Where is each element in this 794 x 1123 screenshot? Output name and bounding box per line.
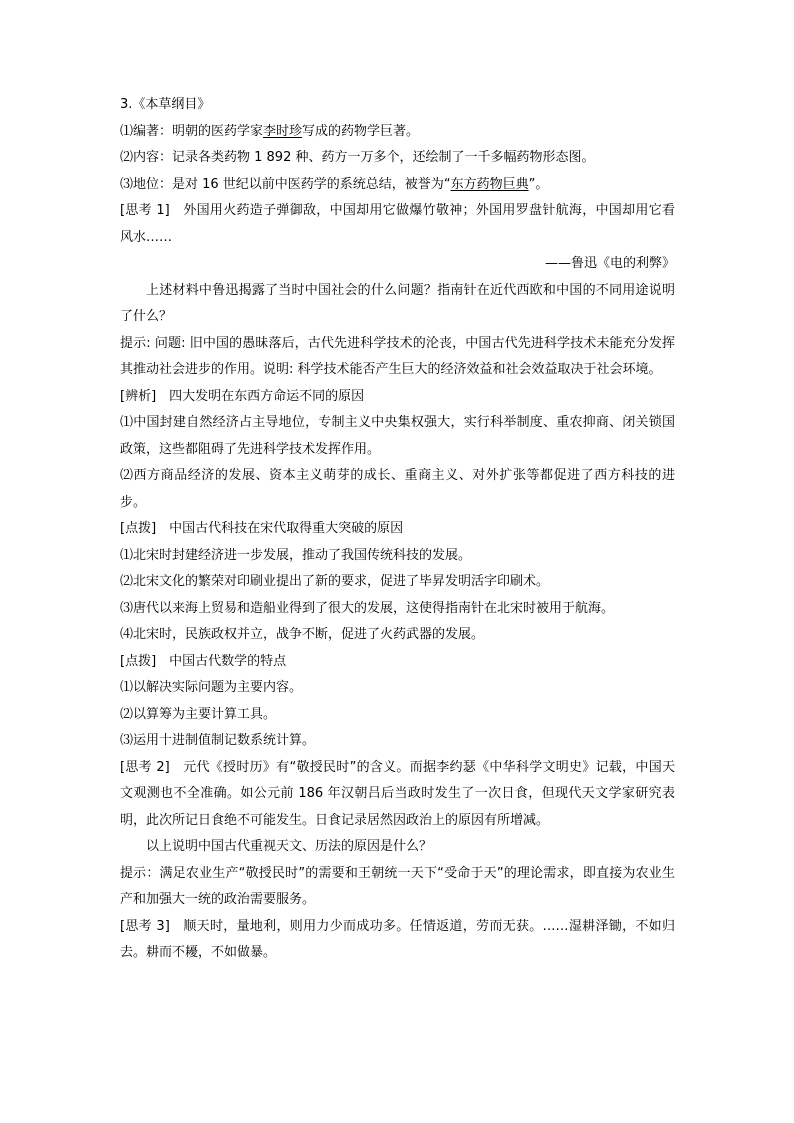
compiler-label: ⑴编著：明朝的医药学家 xyxy=(120,123,264,139)
paragraph-status xyxy=(120,172,675,199)
close-quote: ”。 xyxy=(528,176,549,192)
tip-song-point-4: ⑷北宋时，民族政权并立，战争不断，促进了火药武器的发展。 xyxy=(120,627,485,642)
paragraph-compiler xyxy=(120,119,675,146)
section-heading-bencao: 3.《本草纲目》 xyxy=(120,97,211,112)
tip-heading-song: [点拨] 中国古代科技在宋代取得重大突破的原因 xyxy=(120,521,404,536)
tip-math-point-3: ⑶运用十进制值制记数系统计算。 xyxy=(120,733,316,748)
tip-math-point-2: ⑵以算筹为主要计算工具。 xyxy=(120,706,277,722)
book-epithet: 东方药物巨典 xyxy=(450,176,529,192)
tip-song-point-3: ⑶唐代以来海上贸易和造船业得到了很大的发展，这使得指南针在北宋时被用于航海。 xyxy=(120,600,615,616)
author-name: 李时珍 xyxy=(263,123,303,139)
quote-attribution: ——鲁迅《电的利弊》 xyxy=(544,256,675,271)
tip-song-point-2: ⑵北宋文化的繁荣对印刷业提出了新的要求，促进了毕昇发明活字印刷术。 xyxy=(120,574,550,589)
document-page xyxy=(120,92,675,967)
tip-song-point-1: ⑴北宋时封建经济进一步发展，推动了我国传统科技的发展。 xyxy=(120,547,472,563)
thinking-1-hint: 提示: 问题: 旧中国的愚昧落后，古代先进科学技术的沦丧，中国古代先进科学技术未能充分发挥其推动社会进步的作用。说明: 科学技术能否产生巨大的经济效益和社会效益取决于社会环境。 xyxy=(120,335,675,377)
thinking-2-material: [思考 2] 元代《授时历》有“敬授民时”的含义。而据李约瑟《中华科学文明史》记载，中国天文观测也不全准确。如公元前 186 年汉朝吕后当政时发生了一次日食，但现代天文学家研究表明，此次所记日食绝不可能发生。日食记录居然因政治上的原因有所增减。 xyxy=(120,759,675,828)
analysis-heading: [辨析] 四大发明在东西方命运不同的原因 xyxy=(120,388,365,404)
status-label: ⑶地位：是对 16 世纪以前中医药学的系统总结，被誉为 xyxy=(120,176,444,192)
thinking-2-hint: 提示：满足农业生产“敬授民时”的需要和王朝统一天下“受命于天”的理论需求，即直接为农业生产和加强大一统的政治需要服务。 xyxy=(120,865,675,907)
analysis-point-1: ⑴中国封建自然经济占主导地位，专制主义中央集权强大，实行科举制度、重农抑商、闭关锁国政策，这些都阻碍了先进科学技术发挥作用。 xyxy=(120,415,675,457)
tip-heading-math: [点拨] 中国古代数学的特点 xyxy=(120,653,287,669)
paragraph-content: ⑵内容：记录各类药物 1 892 种、药方一万多个，还绘制了一千多幅药物形态图。 xyxy=(120,150,595,165)
thinking-3-material: [思考 3] 顺天时，量地利，则用力少而成功多。任情返道，劳而无获。……湿耕泽锄，不如归去。耕而不耰，不如做暴。 xyxy=(120,918,675,960)
open-quote: “ xyxy=(443,176,451,192)
compiler-suffix: 写成的药物学巨著。 xyxy=(302,123,420,139)
thinking-1-question: 上述材料中鲁迅揭露了当时中国社会的什么问题？指南针在近代西欧和中国的不同用途说明了什么？ xyxy=(120,282,675,324)
thinking-2-question: 以上说明中国古代重视天文、历法的原因是什么？ xyxy=(146,839,433,854)
thinking-1-quote: [思考 1] 外国用火药造子弹御敌，中国却用它做爆竹敬神；外国用罗盘针航海，中国却用它看风水…… xyxy=(120,203,675,245)
tip-math-point-1: ⑴以解决实际问题为主要内容。 xyxy=(120,680,303,695)
analysis-point-2: ⑵西方商品经济的发展、资本主义萌芽的成长、重商主义、对外扩张等都促进了西方科技的进步。 xyxy=(120,468,675,510)
